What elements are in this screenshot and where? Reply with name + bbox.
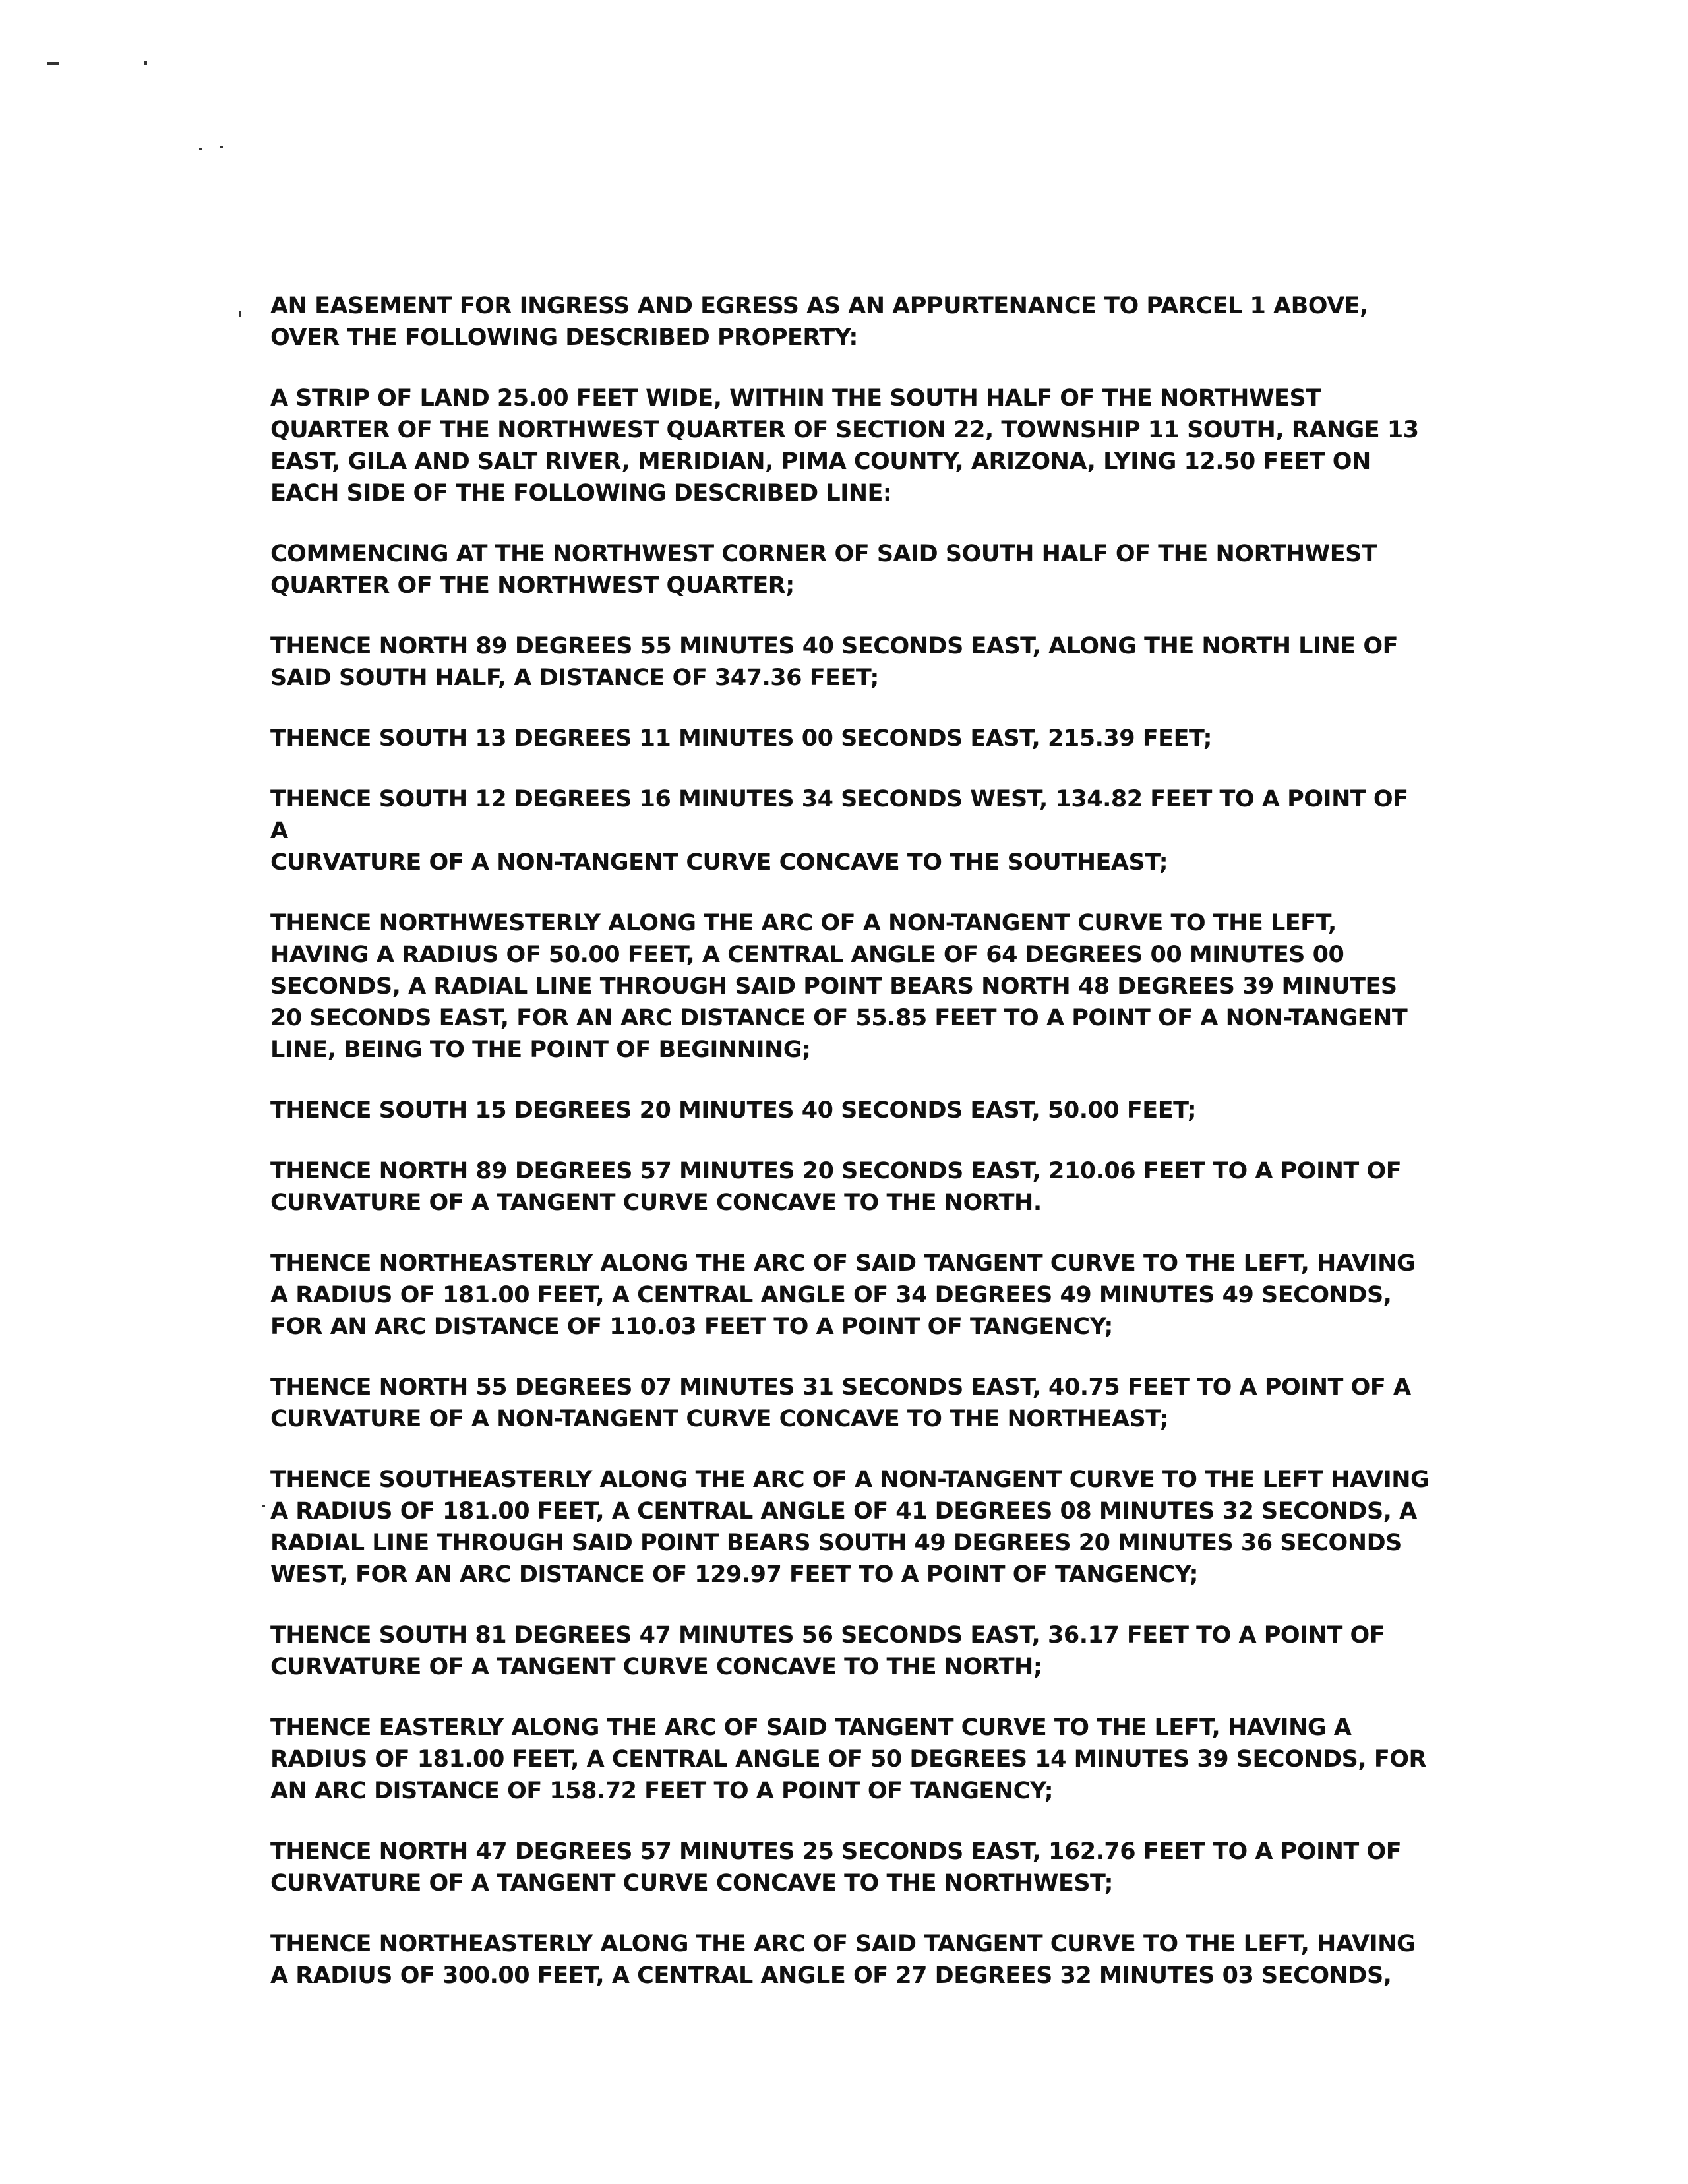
scan-speck [262,1505,265,1507]
paragraph: THENCE NORTH 89 DEGREES 55 MINUTES 40 SECONDS EAST, ALONG THE NORTH LINE OF SAID SOUTH HALF, A DISTANCE OF 347.36 FEET; [270,633,1399,691]
paragraph: THENCE SOUTH 12 DEGREES 16 MINUTES 34 SECONDS WEST, 134.82 FEET TO A POINT OF A CURVATURE OF A NON-TANGENT CURVE CONCAVE TO THE SOUTHEAST; [270,786,1408,876]
paragraph: THENCE NORTHEASTERLY ALONG THE ARC OF SAID TANGENT CURVE TO THE LEFT, HAVING A RADIUS OF 181.00 FEET, A CENTRAL ANGLE OF 34 DEGREES 49 MINUTES 49 SECONDS, FOR AN ARC DISTANCE OF 110.03 FEET TO A POINT OF TANGENCY; [270,1250,1416,1340]
paragraph: THENCE SOUTH 13 DEGREES 11 MINUTES 00 SECONDS EAST, 215.39 FEET; [270,725,1212,752]
paragraph: THENCE NORTHEASTERLY ALONG THE ARC OF SAID TANGENT CURVE TO THE LEFT, HAVING A RADIUS OF 300.00 FEET, A CENTRAL ANGLE OF 27 DEGREES 32 MINUTES 03 SECONDS, [270,1931,1416,1989]
paragraph: THENCE EASTERLY ALONG THE ARC OF SAID TANGENT CURVE TO THE LEFT, HAVING A RADIUS OF 181.00 FEET, A CENTRAL ANGLE OF 50 DEGREES 14 MINUTES 39 SECONDS, FOR AN ARC DISTANCE OF 158.72 FEET TO A POINT OF TANGENCY; [270,1714,1426,1804]
paragraph: THENCE SOUTHEASTERLY ALONG THE ARC OF A NON-TANGENT CURVE TO THE LEFT HAVING A RADIUS OF 181.00 FEET, A CENTRAL ANGLE OF 41 DEGREES 08 MINUTES 32 SECONDS, A RADIAL LINE THROUGH SAID POINT BEARS SOUTH 49 DEGREES 20 MINUTES 36 SECONDS WEST, FOR AN ARC DISTANCE OF 129.97 FEET TO A POINT OF TANGENCY; [270,1467,1430,1588]
scan-speck [199,148,202,150]
paragraph: A STRIP OF LAND 25.00 FEET WIDE, WITHIN THE SOUTH HALF OF THE NORTHWEST QUARTER OF THE NORTHWEST QUARTER OF SECTION 22, TOWNSHIP 11 SOUTH, RANGE 13 EAST, GILA AND SALT RIVER, MERIDIAN, PIMA COUNTY, ARIZONA, LYING 12.50 FEET ON EACH SIDE OF THE FOLLOWING DESCRIBED LINE: [270,385,1419,506]
legal-description [270,290,1431,2020]
paragraph: AN EASEMENT FOR INGRESS AND EGRESS AS AN APPURTENANCE TO PARCEL 1 ABOVE, OVER THE FOLLOWING DESCRIBED PROPERTY: [270,293,1368,351]
scan-speck [47,62,59,65]
paragraph: THENCE NORTHWESTERLY ALONG THE ARC OF A NON-TANGENT CURVE TO THE LEFT, HAVING A RADIUS OF 50.00 FEET, A CENTRAL ANGLE OF 64 DEGREES 00 MINUTES 00 SECONDS, A RADIAL LINE THROUGH SAID POINT BEARS NORTH 48 DEGREES 39 MINUTES 20 SECONDS EAST, FOR AN ARC DISTANCE OF 55.85 FEET TO A POINT OF A NON-TANGENT LINE, BEING TO THE POINT OF BEGINNING; [270,910,1408,1063]
scan-speck [239,311,241,317]
scan-speck [144,61,147,65]
paragraph: THENCE NORTH 55 DEGREES 07 MINUTES 31 SECONDS EAST, 40.75 FEET TO A POINT OF A CURVATURE OF A NON-TANGENT CURVE CONCAVE TO THE NORTHEAST; [270,1374,1411,1432]
paragraph: THENCE SOUTH 15 DEGREES 20 MINUTES 40 SECONDS EAST, 50.00 FEET; [270,1097,1197,1124]
paragraph: THENCE NORTH 89 DEGREES 57 MINUTES 20 SECONDS EAST, 210.06 FEET TO A POINT OF CURVATURE OF A TANGENT CURVE CONCAVE TO THE NORTH. [270,1158,1402,1216]
paragraph: THENCE SOUTH 81 DEGREES 47 MINUTES 56 SECONDS EAST, 36.17 FEET TO A POINT OF CURVATURE OF A TANGENT CURVE CONCAVE TO THE NORTH; [270,1622,1385,1680]
paragraph: THENCE NORTH 47 DEGREES 57 MINUTES 25 SECONDS EAST, 162.76 FEET TO A POINT OF CURVATURE OF A TANGENT CURVE CONCAVE TO THE NORTHWEST; [270,1838,1402,1896]
scan-speck [220,146,223,148]
paragraph: COMMENCING AT THE NORTHWEST CORNER OF SAID SOUTH HALF OF THE NORTHWEST QUARTER OF THE NORTHWEST QUARTER; [270,541,1377,599]
